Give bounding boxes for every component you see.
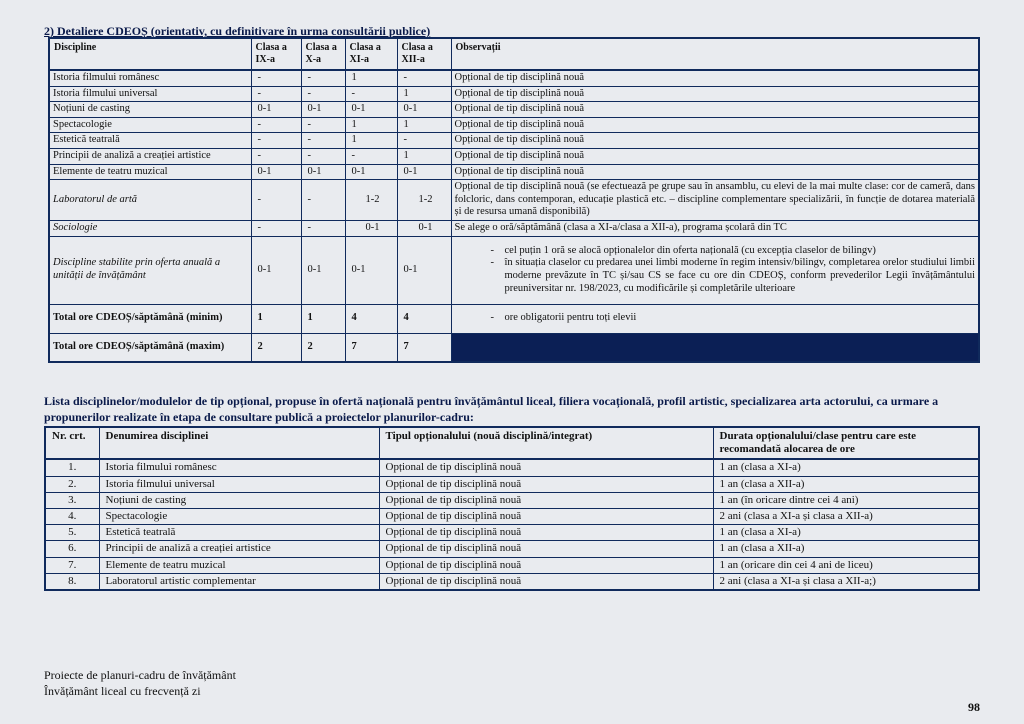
table-header-row	[45, 427, 979, 459]
cell-value: 1-2	[397, 180, 451, 221]
cell-discipline: Principii de analiză a creației artistice	[49, 148, 251, 164]
cell-value: 1	[397, 117, 451, 133]
header-type: Tipul opționalului (nouă disciplină/integrat)	[379, 427, 713, 459]
cell-shaded	[451, 333, 979, 362]
cell-value: -	[301, 117, 345, 133]
cell-total-label: Total ore CDEOȘ/săptămână (minim)	[49, 304, 251, 333]
cell-total-label: Total ore CDEOȘ/săptămână (maxim)	[49, 333, 251, 362]
header-duration: Durata opționalului/clase pentru care este recomandată alocarea de ore	[713, 427, 979, 459]
cell-value: -	[251, 86, 301, 102]
header-nr: Nr. crt.	[45, 427, 99, 459]
table-row	[45, 541, 979, 557]
cell-nr: 1.	[45, 459, 99, 476]
table-header-row	[49, 38, 979, 70]
cell-name: Spectacologie	[99, 508, 379, 524]
table-row	[49, 220, 979, 236]
cell-value: -	[301, 220, 345, 236]
cell-nr: 3.	[45, 492, 99, 508]
cell-value: 1	[397, 148, 451, 164]
cell-value: -	[251, 117, 301, 133]
page-footer	[44, 668, 236, 699]
cell-value: -	[345, 86, 397, 102]
table-row	[49, 117, 979, 133]
cell-value: 1-2	[345, 180, 397, 221]
cell-duration: 1 an (clasa a XII-a)	[713, 541, 979, 557]
cell-value: 0-1	[345, 164, 397, 180]
cell-type: Opțional de tip disciplină nouă	[379, 476, 713, 492]
cell-value: -	[251, 148, 301, 164]
cell-duration: 1 an (în oricare dintre cei 4 ani)	[713, 492, 979, 508]
cell-discipline: Istoria filmului românesc	[49, 70, 251, 86]
cell-observation: Opțional de tip disciplină nouă (se efectuează pe grupe sau în ansamblu, cu elevi de la mai multe clase: cor de cameră, dans folcloric, dans contemporan, educație plastică etc. – discipline complementare specializării, în funcție de dotarea materială și de resursa umană disponibilă)	[451, 180, 979, 221]
cell-value: 0-1	[397, 220, 451, 236]
cell-duration: 2 ani (clasa a XI-a și clasa a XII-a)	[713, 508, 979, 524]
notes-list	[455, 245, 976, 295]
cell-name: Elemente de teatru muzical	[99, 557, 379, 573]
cell-name: Noțiuni de casting	[99, 492, 379, 508]
cell-type: Opțional de tip disciplină nouă	[379, 557, 713, 573]
cell-value: 2	[251, 333, 301, 362]
cell-observation: Se alege o oră/săptămână (clasa a XI-a/clasa a XII-a), programa școlară din TC	[451, 220, 979, 236]
cell-discipline: Discipline stabilite prin oferta anuală a unității de învățământ	[49, 236, 251, 304]
cell-type: Opțional de tip disciplină nouă	[379, 508, 713, 524]
table-row	[49, 304, 979, 333]
cell-value: 0-1	[301, 102, 345, 118]
cell-value: 2	[301, 333, 345, 362]
list-item: - ore obligatorii pentru toți elevii	[491, 312, 976, 325]
cell-value: 0-1	[251, 102, 301, 118]
cell-duration: 2 ani (clasa a XI-a și clasa a XII-a;)	[713, 573, 979, 590]
cell-value: -	[251, 180, 301, 221]
cell-discipline: Noțiuni de casting	[49, 102, 251, 118]
cell-value: -	[251, 133, 301, 149]
cell-duration: 1 an (oricare din cei 4 ani de liceu)	[713, 557, 979, 573]
cell-observation	[451, 236, 979, 304]
cell-value: 0-1	[251, 164, 301, 180]
table-row	[45, 573, 979, 590]
cell-value: 0-1	[397, 102, 451, 118]
cell-discipline: Spectacologie	[49, 117, 251, 133]
header-class-9: Clasa a IX-a	[251, 38, 301, 70]
cell-discipline: Estetică teatrală	[49, 133, 251, 149]
cell-value: 0-1	[345, 220, 397, 236]
cell-type: Opțional de tip disciplină nouă	[379, 525, 713, 541]
cell-duration: 1 an (clasa a XI-a)	[713, 525, 979, 541]
header-class-11: Clasa a XI-a	[345, 38, 397, 70]
notes-list	[455, 312, 976, 325]
cell-value: 1	[345, 117, 397, 133]
cell-value: -	[397, 70, 451, 86]
cell-value: 4	[345, 304, 397, 333]
section-title: 2) Detaliere CDEOȘ (orientativ, cu definitivare în urma consultării publice)	[44, 24, 431, 38]
table-row	[49, 236, 979, 304]
cell-value: -	[301, 133, 345, 149]
table-row	[45, 525, 979, 541]
cell-value: 0-1	[251, 236, 301, 304]
table-row	[49, 180, 979, 221]
cell-observation: Opțional de tip disciplină nouă	[451, 86, 979, 102]
cell-nr: 4.	[45, 508, 99, 524]
table-row	[49, 148, 979, 164]
cell-observation: Opțional de tip disciplină nouă	[451, 164, 979, 180]
footer-line-1: Proiecte de planuri-cadru de învățământ	[44, 668, 236, 682]
header-discipline: Discipline	[49, 38, 251, 70]
cell-nr: 2.	[45, 476, 99, 492]
cell-duration: 1 an (clasa a XI-a)	[713, 459, 979, 476]
cell-value: -	[301, 180, 345, 221]
table-row	[45, 476, 979, 492]
table-row	[49, 333, 979, 362]
table-row	[49, 133, 979, 149]
cell-type: Opțional de tip disciplină nouă	[379, 459, 713, 476]
cell-nr: 6.	[45, 541, 99, 557]
cell-value: -	[345, 148, 397, 164]
cell-value: -	[251, 70, 301, 86]
cell-observation: Opțional de tip disciplină nouă	[451, 148, 979, 164]
table-row	[49, 102, 979, 118]
cell-value: 1	[301, 304, 345, 333]
cell-observation: Opțional de tip disciplină nouă	[451, 70, 979, 86]
optional-disciplines-table	[44, 426, 980, 591]
cell-value: 0-1	[345, 102, 397, 118]
table-row	[45, 557, 979, 573]
table-row	[45, 508, 979, 524]
cell-type: Opțional de tip disciplină nouă	[379, 492, 713, 508]
cell-type: Opțional de tip disciplină nouă	[379, 541, 713, 557]
cell-value: 0-1	[397, 164, 451, 180]
cell-value: -	[301, 148, 345, 164]
list-item: - în situația claselor cu predarea unei limbi moderne în regim intensiv/bilingv, completarea orelor studiului limbii moderne prevăzute în TC și/sau CS se face cu ore din CDEOȘ, conform prevederilor Legii învățământului preuniversitar nr. 198/2023, cu modificările și completările ulterioare	[491, 257, 976, 295]
cell-observation: Opțional de tip disciplină nouă	[451, 117, 979, 133]
cell-value: 0-1	[301, 236, 345, 304]
cell-value: 0-1	[397, 236, 451, 304]
cell-nr: 5.	[45, 525, 99, 541]
cell-value: 0-1	[345, 236, 397, 304]
table-row	[49, 86, 979, 102]
cell-name: Estetică teatrală	[99, 525, 379, 541]
cell-observation: Opțional de tip disciplină nouă	[451, 102, 979, 118]
list-item: - cel puțin 1 oră se alocă opționalelor din oferta națională (cu excepția claselor de bilingv)	[491, 245, 976, 258]
cell-duration: 1 an (clasa a XII-a)	[713, 476, 979, 492]
cell-value: 1	[251, 304, 301, 333]
cell-name: Istoria filmului românesc	[99, 459, 379, 476]
cell-value: 1	[345, 133, 397, 149]
cell-discipline: Elemente de teatru muzical	[49, 164, 251, 180]
cell-discipline: Istoria filmului universal	[49, 86, 251, 102]
cell-nr: 8.	[45, 573, 99, 590]
cell-value: -	[251, 220, 301, 236]
cell-value: 1	[397, 86, 451, 102]
cell-value: 0-1	[301, 164, 345, 180]
cell-value: 4	[397, 304, 451, 333]
table-row	[49, 70, 979, 86]
cell-value: 7	[397, 333, 451, 362]
header-name: Denumirea disciplinei	[99, 427, 379, 459]
cell-value: -	[397, 133, 451, 149]
cell-name: Laboratorul artistic complementar	[99, 573, 379, 590]
table-row	[49, 164, 979, 180]
header-observations: Observații	[451, 38, 979, 70]
table-row	[45, 459, 979, 476]
cell-value: 7	[345, 333, 397, 362]
cell-nr: 7.	[45, 557, 99, 573]
cell-value: -	[301, 70, 345, 86]
cell-observation: Opțional de tip disciplină nouă	[451, 133, 979, 149]
table-row	[45, 492, 979, 508]
cdeos-table	[48, 37, 980, 363]
header-class-12: Clasa a XII-a	[397, 38, 451, 70]
cell-name: Principii de analiză a creației artistice	[99, 541, 379, 557]
cell-type: Opțional de tip disciplină nouă	[379, 573, 713, 590]
cell-name: Istoria filmului universal	[99, 476, 379, 492]
header-class-10: Clasa a X-a	[301, 38, 345, 70]
cell-value: 1	[345, 70, 397, 86]
cell-observation	[451, 304, 979, 333]
cell-discipline: Sociologie	[49, 220, 251, 236]
list-title: Lista disciplinelor/modulelor de tip opțional, propuse în ofertă națională pentru învățământul liceal, filiera vocațională, profil artistic, specializarea arta actorului, ca urmare a propunerilor realizate în etapa de consultare publică a proiectelor planurilor-cadru:	[44, 394, 939, 424]
page-number: 98	[968, 700, 980, 714]
cell-discipline: Laboratorul de artă	[49, 180, 251, 221]
footer-line-2: Învățământ liceal cu frecvență zi	[44, 683, 201, 698]
cell-value: -	[301, 86, 345, 102]
